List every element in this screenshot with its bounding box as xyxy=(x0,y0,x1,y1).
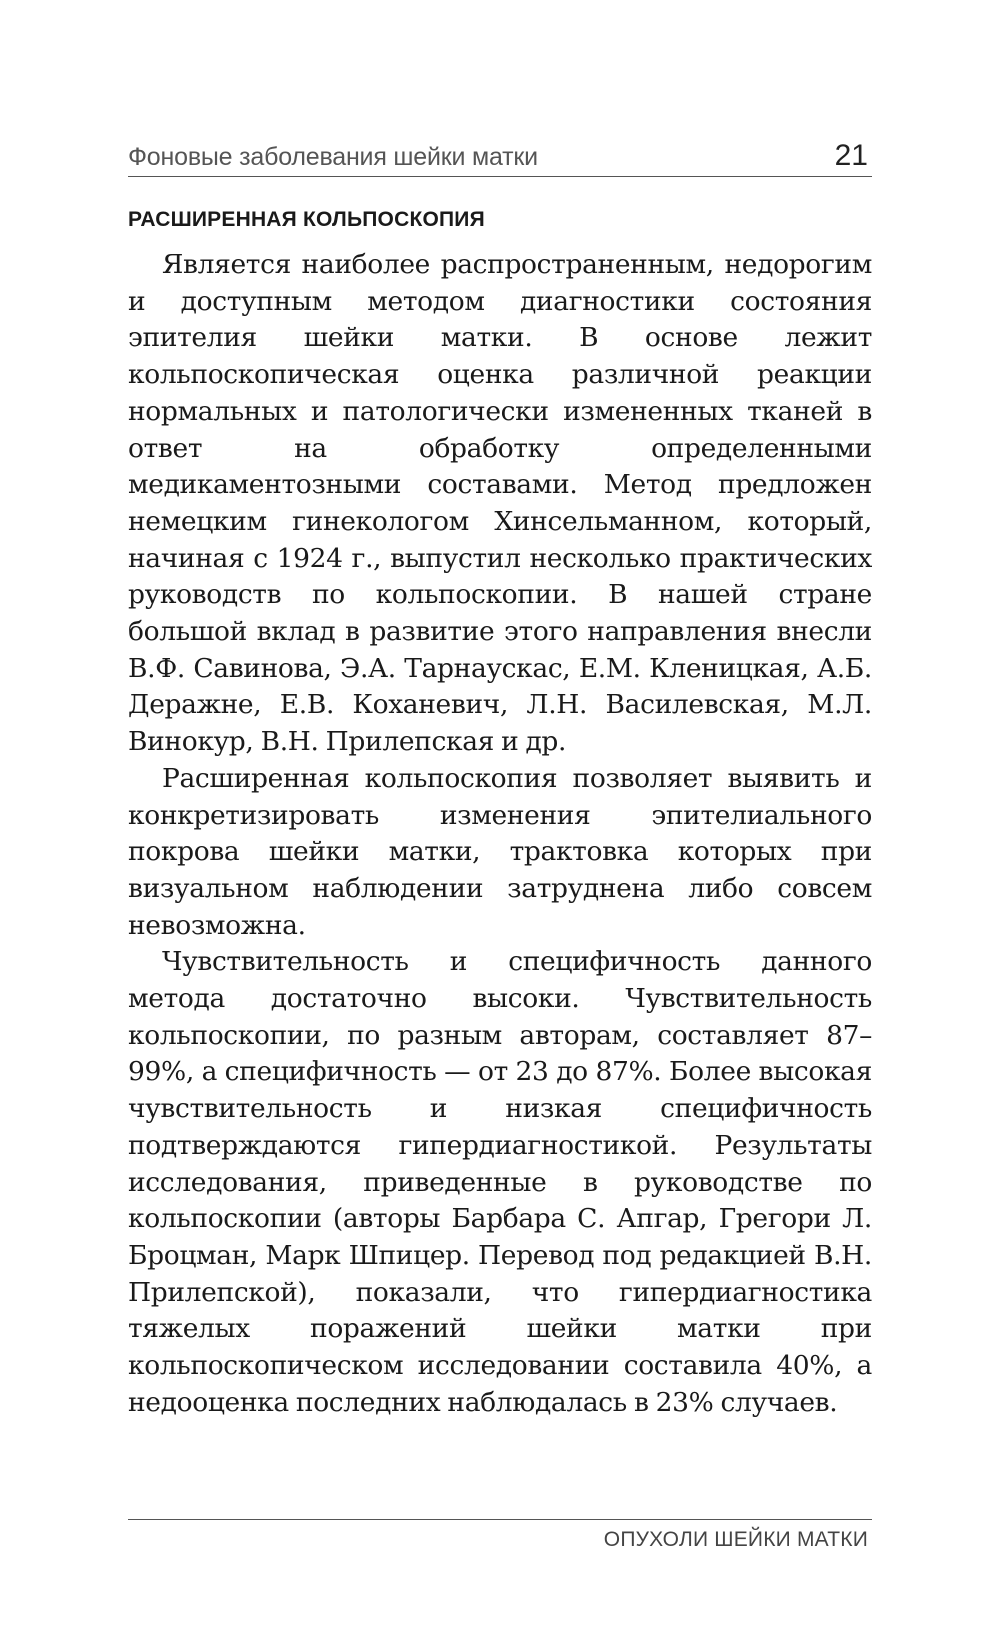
running-title: Фоновые заболевания шейки матки xyxy=(128,143,538,171)
section-heading: РАСШИРЕННАЯ КОЛЬПОСКОПИЯ xyxy=(128,208,485,231)
footer-title: ОПУХОЛИ ШЕЙКИ МАТКИ xyxy=(603,1528,868,1551)
paragraph-2: Расширенная кольпоскопия позволяет выявить и конкретизировать изменения эпителиального покрова шейки матки, трактовка которых при визуальном наблюдении затруднена либо совсем невозможна. xyxy=(128,762,872,941)
page-footer xyxy=(128,1519,872,1552)
body-text xyxy=(128,247,872,1422)
page-header xyxy=(128,130,872,177)
page-number: 21 xyxy=(834,139,868,172)
paragraph-1: Является наиболее распространенным, недорогим и доступным методом диагностики состояния эпителия шейки матки. В основе лежит кольпоскопическая оценка различной реакции нормальных и патологически измененных тканей в ответ на обработку определенными медикаментозными составами. Метод предложен немецким гинекологом Хинсельманном, который, начиная с 1924 г., выпустил несколько практических руководств по кольпоскопии. В нашей стране большой вклад в развитие этого направления внесли В.Ф. Савинова, Э.А. Тарнаускас, Е.М. Кленицкая, А.Б. Деражне, Е.В. Коханевич, Л.Н. Василевская, М.Л. Винокур, В.Н. Прилепская и др. xyxy=(128,249,872,758)
paragraph-3: Чувствительность и специфичность данного метода достаточно высоки. Чувствительность кольпоскопии, по разным авторам, составляет 87–99%, а специфичность — от 23 до 87%. Более высокая чувствительность и низкая специфичность подтверждаются гипердиагностикой. Результаты исследования, приведенные в руководстве по кольпоскопии (авторы Барбара С. Апгар, Грегори Л. Броцман, Марк Шпицер. Перевод под редакцией В.Н. Прилепской), показали, что гипердиагностика тяжелых поражений шейки матки при кольпоскопическом исследовании составила 40%, а недооценка последних наблюдалась в 23% случаев. xyxy=(128,946,872,1418)
